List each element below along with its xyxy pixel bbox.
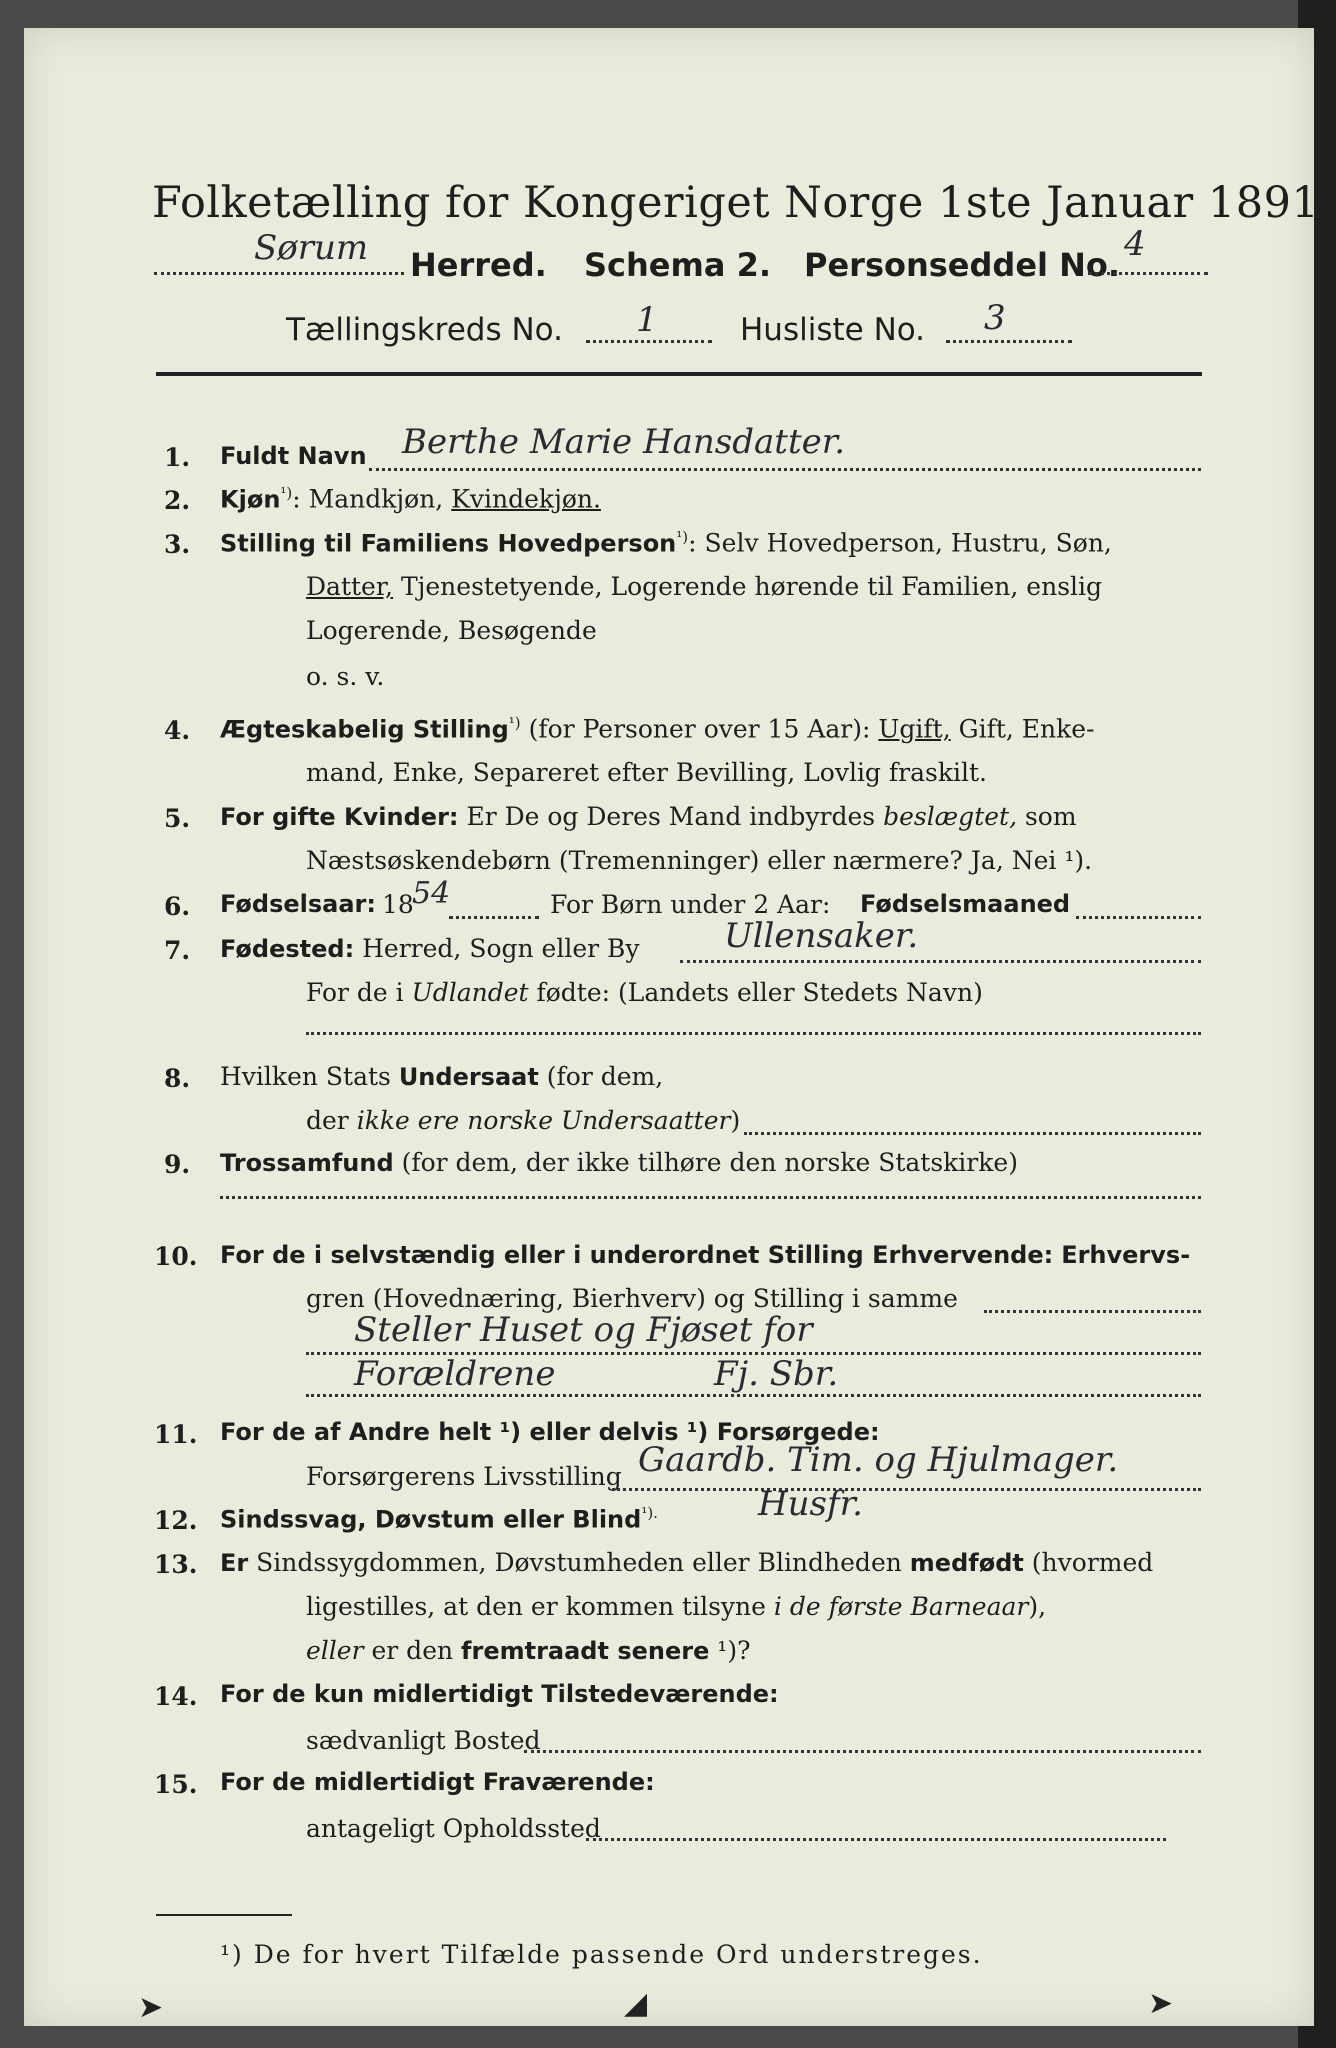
item-3-line-1: Stilling til Familiens Hovedperson$^{^1)}$: Selv Hovedperson, Hustru, Søn, xyxy=(220,528,1112,558)
item-13-number: 13. xyxy=(154,1550,198,1579)
item-7-dotted-line xyxy=(680,960,1201,963)
personseddel-dotted-line xyxy=(1088,272,1208,275)
item-6-label-2: Fødselsmaaned xyxy=(860,890,1071,918)
item-10-number: 10. xyxy=(154,1242,198,1271)
item-10-value-3: Fj. Sbr. xyxy=(714,1354,839,1394)
item-14-number: 14. xyxy=(154,1682,198,1711)
footnote-rule xyxy=(156,1914,292,1916)
item-6-dotted-line xyxy=(449,916,539,919)
item-11-label: For de af Andre helt ¹) eller delvis ¹) Forsørgede: xyxy=(220,1418,880,1446)
item-10-dotted-line-1 xyxy=(984,1310,1201,1313)
item-14-dotted-line xyxy=(524,1750,1201,1753)
item-3-selected: Datter, xyxy=(306,572,393,601)
header-rule xyxy=(156,372,1202,376)
item-11-dotted-line xyxy=(612,1488,1201,1491)
item-5-line-2: Næstsøskendebørn (Tremenninger) eller nærmere? Ja, Nei ¹). xyxy=(306,846,1093,875)
item-11-value: Gaardb. Tim. og Hjulmager. xyxy=(638,1440,1119,1480)
item-5-number: 5. xyxy=(164,804,191,833)
item-6-value: 54 xyxy=(412,876,451,911)
footnote: ¹) De for hvert Tilfælde passende Ord understreges. xyxy=(220,1940,983,1969)
item-13-line-1: Er Sindssygdommen, Døvstumheden eller Blindheden medfødt (hvormed xyxy=(220,1548,1154,1577)
form-title: Folketælling for Kongeriget Norge 1ste Januar 1891. xyxy=(152,178,1334,228)
item-3-number: 3. xyxy=(164,530,191,559)
item-7-number: 7. xyxy=(164,936,191,965)
item-10-dotted-line-3 xyxy=(306,1394,1201,1397)
item-4-line-1: Ægteskabelig Stilling$^{^1)}$ (for Personer over 15 Aar): Ugift, Gift, Enke- xyxy=(220,714,1095,744)
item-4-number: 4. xyxy=(164,716,191,745)
item-9-line: Trossamfund (for dem, der ikke tilhøre den norske Statskirke) xyxy=(220,1148,1018,1177)
item-13-line-3: eller er den fremtraadt senere ¹)? xyxy=(306,1636,751,1665)
item-4-selected: Ugift, xyxy=(878,714,951,744)
krets-dotted-line xyxy=(586,340,712,343)
item-6-month-dotted-line xyxy=(1076,916,1201,919)
item-4-line-2: mand, Enke, Separeret efter Bevilling, Lovlig fraskilt. xyxy=(306,758,987,787)
item-6-label: Fødselsaar: xyxy=(220,890,376,918)
krets-label: Tællingskreds No. xyxy=(286,312,563,348)
item-11-line-2: Forsørgerens Livsstilling xyxy=(306,1462,622,1491)
item-2-line: Kjøn$^{^1)}$: Mandkjøn, Kvindekjøn. xyxy=(220,484,601,514)
corner-mark-right-icon: ➤ xyxy=(1148,1986,1174,2021)
personseddel-label: Personseddel No. xyxy=(804,246,1121,284)
item-1-number: 1. xyxy=(164,443,191,472)
item-3-line-2: Datter, Tjenestetyende, Logerende hørende til Familien, enslig xyxy=(306,572,1103,601)
item-15-number: 15. xyxy=(154,1770,198,1799)
item-15-label: For de midlertidigt Fraværende: xyxy=(220,1768,655,1796)
item-7-abroad-dotted-line xyxy=(306,1032,1201,1035)
item-12-value: Husfr. xyxy=(758,1484,863,1524)
husliste-label: Husliste No. xyxy=(740,312,926,348)
item-9-number: 9. xyxy=(164,1150,191,1179)
item-10-line-1: For de i selvstændig eller i underordnet Stilling Erhvervende: Erhvervs- xyxy=(220,1241,1191,1269)
item-7-line-2: For de i Udlandet fødte: (Landets eller Stedets Navn) xyxy=(306,978,983,1007)
item-7-line-1: Fødested: Herred, Sogn eller By xyxy=(220,934,640,963)
item-8-dotted-line xyxy=(744,1132,1201,1135)
item-3-line-3: Logerende, Besøgende xyxy=(306,616,597,645)
item-6-number: 6. xyxy=(164,892,191,921)
item-10-value-1: Steller Huset og Fjøset for xyxy=(354,1310,813,1350)
krets-value: 1 xyxy=(636,300,658,340)
item-2-number: 2. xyxy=(164,486,191,515)
item-8-line-2: der ikke ere norske Undersaatter) xyxy=(306,1106,741,1135)
corner-mark-left-icon: ➤ xyxy=(138,1990,164,2025)
item-10-line-2: gren (Hovednæring, Bierhverv) og Stilling i samme xyxy=(306,1284,958,1313)
item-6-prefix: 18 xyxy=(382,890,414,919)
item-1-dotted-line xyxy=(369,468,1201,471)
item-6-under-two: For Børn under 2 Aar: xyxy=(550,890,831,919)
item-14-label: For de kun midlertidigt Tilstedeværende: xyxy=(220,1680,779,1708)
item-14-line-2: sædvanligt Bosted xyxy=(306,1726,541,1755)
item-11-number: 11. xyxy=(154,1420,198,1449)
husliste-dotted-line xyxy=(946,340,1072,343)
personseddel-value: 4 xyxy=(1124,224,1146,264)
census-form xyxy=(24,28,1334,2026)
item-9-dotted-line xyxy=(220,1196,1201,1199)
item-15-dotted-line xyxy=(586,1838,1166,1841)
herred-value: Sørum xyxy=(254,228,369,268)
item-2-selected: Kvindekjøn. xyxy=(451,484,601,514)
husliste-value: 3 xyxy=(984,298,1006,338)
schema-label: Schema 2. xyxy=(584,246,771,284)
item-10-value-2: Forældrene xyxy=(354,1354,556,1394)
item-12-number: 12. xyxy=(154,1506,198,1535)
item-5-line-1: For gifte Kvinder: Er De og Deres Mand indbyrdes beslægtet, som xyxy=(220,802,1077,831)
corner-mark-center-icon: ◢ xyxy=(624,1986,648,2021)
item-7-value: Ullensaker. xyxy=(724,916,919,956)
herred-dotted-line xyxy=(154,272,404,275)
item-8-number: 8. xyxy=(164,1064,191,1093)
item-13-line-2: ligestilles, at den er kommen tilsyne i de første Barneaar), xyxy=(306,1592,1047,1621)
item-3-line-4: o. s. v. xyxy=(306,662,385,691)
item-15-line-2: antageligt Opholdssted xyxy=(306,1814,601,1843)
item-1-value: Berthe Marie Hansdatter. xyxy=(402,422,846,462)
item-8-line-1: Hvilken Stats Undersaat (for dem, xyxy=(220,1062,664,1091)
herred-label: Herred. xyxy=(410,246,547,284)
item-12-line: Sindssvag, Døvstum eller Blind$^{^1).}$ xyxy=(220,1504,658,1534)
item-1-label: Fuldt Navn xyxy=(220,442,367,470)
